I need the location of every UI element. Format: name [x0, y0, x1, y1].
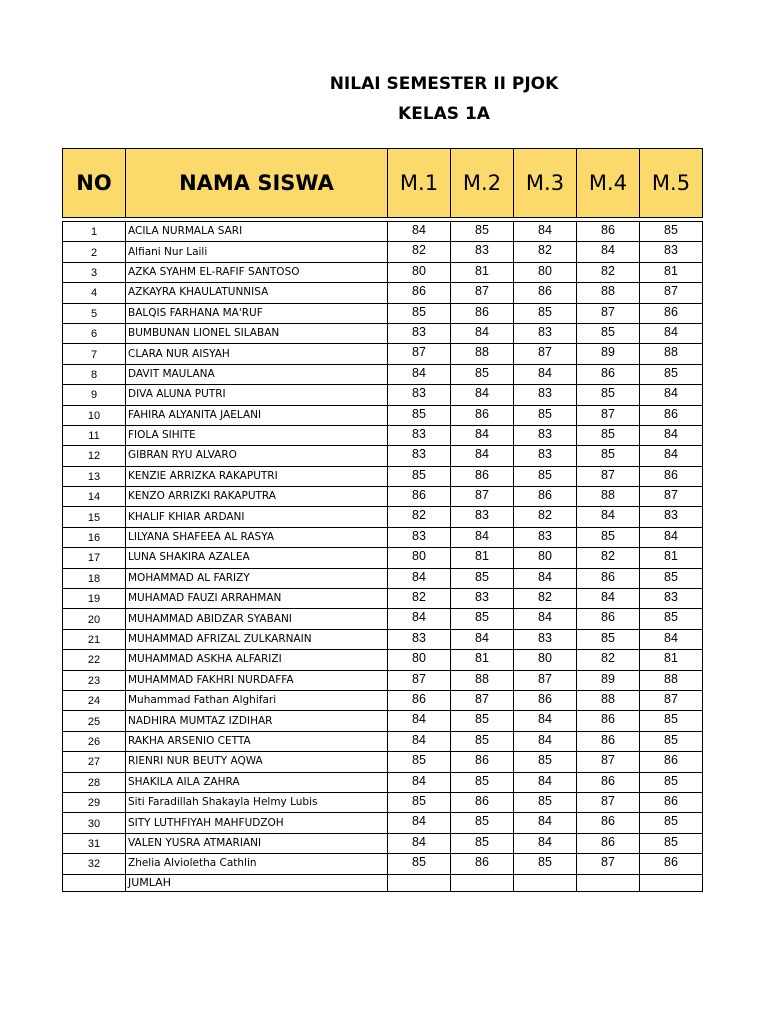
student-name: BALQIS FARHANA MA'RUF	[126, 303, 388, 323]
table-row	[63, 222, 703, 242]
score-m3: 80	[514, 262, 577, 282]
header-m1: M.1	[388, 149, 451, 218]
row-number: 20	[63, 609, 126, 629]
score-m3: 85	[514, 792, 577, 812]
table-row	[63, 425, 703, 445]
score-m3: 80	[514, 650, 577, 670]
score-m2: 85	[451, 731, 514, 751]
row-number: 31	[63, 833, 126, 853]
score-m4: 86	[577, 833, 640, 853]
score-m4: 85	[577, 425, 640, 445]
score-m3: 83	[514, 446, 577, 466]
score-m4: 86	[577, 711, 640, 731]
score-m5: 87	[640, 487, 703, 507]
score-m1: 84	[388, 711, 451, 731]
score-m3: 86	[514, 690, 577, 710]
score-m3: 84	[514, 731, 577, 751]
score-m5: 86	[640, 303, 703, 323]
student-name: LILYANA SHAFEEA AL RASYA	[126, 527, 388, 547]
row-number: 30	[63, 813, 126, 833]
student-name: KHALIF KHIAR ARDANI	[126, 507, 388, 527]
row-number: 26	[63, 731, 126, 751]
student-name: KENZIE ARRIZKA RAKAPUTRI	[126, 466, 388, 486]
score-m1: 80	[388, 548, 451, 568]
score-m3: 82	[514, 242, 577, 262]
score-m2: 88	[451, 670, 514, 690]
score-m5: 84	[640, 629, 703, 649]
score-m1: 83	[388, 385, 451, 405]
score-m1: 84	[388, 609, 451, 629]
row-number: 23	[63, 670, 126, 690]
student-name: DAVIT MAULANA	[126, 364, 388, 384]
score-m1: 87	[388, 670, 451, 690]
student-name: AZKA SYAHM EL-RAFIF SANTOSO	[126, 262, 388, 282]
score-m1: 85	[388, 303, 451, 323]
score-m4: 86	[577, 609, 640, 629]
score-m5: 83	[640, 507, 703, 527]
row-number: 2	[63, 242, 126, 262]
header-m3: M.3	[514, 149, 577, 218]
student-name: RIENRI NUR BEUTY AQWA	[126, 752, 388, 772]
total-m4	[577, 874, 640, 891]
table-row	[63, 527, 703, 547]
score-m2: 84	[451, 629, 514, 649]
score-m2: 84	[451, 385, 514, 405]
student-name: Zhelia Alvioletha Cathlin	[126, 854, 388, 874]
row-number: 10	[63, 405, 126, 425]
score-m4: 86	[577, 364, 640, 384]
score-m1: 84	[388, 833, 451, 853]
table-row	[63, 507, 703, 527]
score-m4: 85	[577, 385, 640, 405]
score-m4: 85	[577, 629, 640, 649]
score-m5: 86	[640, 792, 703, 812]
score-m4: 88	[577, 487, 640, 507]
table-row	[63, 690, 703, 710]
header-nama-siswa: NAMA SISWA	[126, 149, 388, 218]
score-m3: 83	[514, 629, 577, 649]
student-name: Muhammad Fathan Alghifari	[126, 690, 388, 710]
score-m5: 86	[640, 854, 703, 874]
table-row	[63, 323, 703, 343]
row-number: 21	[63, 629, 126, 649]
student-name: SHAKILA AILA ZAHRA	[126, 772, 388, 792]
score-m1: 82	[388, 242, 451, 262]
score-m5: 85	[640, 711, 703, 731]
student-name: MUHAMMAD FAKHRI NURDAFFA	[126, 670, 388, 690]
header-no: NO	[63, 149, 126, 218]
score-m5: 88	[640, 670, 703, 690]
student-name: VALEN YUSRA ATMARIANI	[126, 833, 388, 853]
row-number: 19	[63, 589, 126, 609]
table-row	[63, 792, 703, 812]
score-m2: 86	[451, 792, 514, 812]
row-number: 15	[63, 507, 126, 527]
score-m2: 86	[451, 854, 514, 874]
score-m2: 84	[451, 527, 514, 547]
score-m5: 85	[640, 813, 703, 833]
student-name: GIBRAN RYU ALVARO	[126, 446, 388, 466]
table-row	[63, 283, 703, 303]
score-m3: 86	[514, 283, 577, 303]
score-m1: 83	[388, 527, 451, 547]
table-row	[63, 731, 703, 751]
row-number: 16	[63, 527, 126, 547]
score-m1: 84	[388, 772, 451, 792]
score-m5: 81	[640, 548, 703, 568]
score-m5: 81	[640, 650, 703, 670]
table-row	[63, 568, 703, 588]
score-m1: 84	[388, 222, 451, 242]
total-no-cell	[63, 874, 126, 891]
score-m2: 84	[451, 446, 514, 466]
score-m2: 86	[451, 752, 514, 772]
total-m5	[640, 874, 703, 891]
table-row	[63, 446, 703, 466]
grades-body	[63, 218, 703, 892]
student-name: Siti Faradillah Shakayla Helmy Lubis	[126, 792, 388, 812]
score-m4: 87	[577, 854, 640, 874]
score-m5: 86	[640, 405, 703, 425]
student-name: MUHAMAD FAUZI ARRAHMAN	[126, 589, 388, 609]
score-m1: 83	[388, 446, 451, 466]
score-m4: 86	[577, 772, 640, 792]
score-m3: 85	[514, 405, 577, 425]
score-m4: 84	[577, 589, 640, 609]
score-m2: 84	[451, 323, 514, 343]
row-number: 9	[63, 385, 126, 405]
score-m3: 83	[514, 385, 577, 405]
score-m1: 85	[388, 405, 451, 425]
score-m4: 86	[577, 222, 640, 242]
table-row	[63, 752, 703, 772]
score-m1: 80	[388, 650, 451, 670]
score-m1: 86	[388, 690, 451, 710]
student-name: MUHAMMAD AFRIZAL ZULKARNAIN	[126, 629, 388, 649]
row-number: 5	[63, 303, 126, 323]
student-name: AZKAYRA KHAULATUNNISA	[126, 283, 388, 303]
total-row	[63, 874, 703, 891]
score-m4: 84	[577, 242, 640, 262]
score-m4: 87	[577, 303, 640, 323]
score-m5: 83	[640, 242, 703, 262]
row-number: 11	[63, 425, 126, 445]
score-m5: 81	[640, 262, 703, 282]
header-m4: M.4	[577, 149, 640, 218]
table-row	[63, 711, 703, 731]
score-m3: 83	[514, 323, 577, 343]
score-m3: 85	[514, 752, 577, 772]
score-m1: 83	[388, 629, 451, 649]
score-m4: 82	[577, 650, 640, 670]
score-m2: 83	[451, 242, 514, 262]
score-m3: 86	[514, 487, 577, 507]
score-m4: 85	[577, 323, 640, 343]
row-number: 32	[63, 854, 126, 874]
score-m4: 86	[577, 813, 640, 833]
table-row	[63, 385, 703, 405]
student-name: Alfiani Nur Laili	[126, 242, 388, 262]
table-row	[63, 670, 703, 690]
score-m1: 84	[388, 731, 451, 751]
score-m3: 85	[514, 303, 577, 323]
score-m4: 89	[577, 670, 640, 690]
table-row	[63, 813, 703, 833]
total-m3	[514, 874, 577, 891]
score-m2: 86	[451, 303, 514, 323]
score-m4: 82	[577, 548, 640, 568]
score-m1: 87	[388, 344, 451, 364]
table-row	[63, 364, 703, 384]
score-m4: 87	[577, 405, 640, 425]
score-m3: 83	[514, 527, 577, 547]
student-name: BUMBUNAN LIONEL SILABAN	[126, 323, 388, 343]
table-row	[63, 262, 703, 282]
score-m1: 85	[388, 752, 451, 772]
row-number: 18	[63, 568, 126, 588]
score-m3: 84	[514, 772, 577, 792]
table-row	[63, 629, 703, 649]
score-m4: 84	[577, 507, 640, 527]
row-number: 14	[63, 487, 126, 507]
student-name: CLARA NUR AISYAH	[126, 344, 388, 364]
score-m5: 86	[640, 752, 703, 772]
score-m3: 82	[514, 507, 577, 527]
score-m4: 87	[577, 752, 640, 772]
total-label: JUMLAH	[126, 874, 388, 891]
score-m5: 85	[640, 609, 703, 629]
table-row	[63, 650, 703, 670]
score-m2: 84	[451, 425, 514, 445]
score-m4: 85	[577, 446, 640, 466]
score-m2: 85	[451, 222, 514, 242]
row-number: 24	[63, 690, 126, 710]
row-number: 28	[63, 772, 126, 792]
score-m3: 84	[514, 364, 577, 384]
row-number: 17	[63, 548, 126, 568]
table-row	[63, 303, 703, 323]
student-name: MOHAMMAD AL FARIZY	[126, 568, 388, 588]
score-m1: 83	[388, 425, 451, 445]
table-row	[63, 466, 703, 486]
score-m4: 85	[577, 527, 640, 547]
score-m2: 83	[451, 589, 514, 609]
score-m1: 85	[388, 466, 451, 486]
student-name: FIOLA SIHITE	[126, 425, 388, 445]
score-m4: 88	[577, 690, 640, 710]
row-number: 1	[63, 222, 126, 242]
title-line-1: NILAI SEMESTER II PJOK	[329, 74, 559, 94]
row-number: 8	[63, 364, 126, 384]
score-m5: 85	[640, 731, 703, 751]
table-row	[63, 487, 703, 507]
score-m4: 87	[577, 792, 640, 812]
score-m2: 81	[451, 650, 514, 670]
score-m5: 84	[640, 425, 703, 445]
score-m1: 84	[388, 813, 451, 833]
table-row	[63, 609, 703, 629]
grades-table	[62, 148, 703, 892]
score-m2: 81	[451, 262, 514, 282]
row-number: 29	[63, 792, 126, 812]
score-m1: 86	[388, 487, 451, 507]
score-m2: 85	[451, 772, 514, 792]
table-row	[63, 772, 703, 792]
score-m3: 85	[514, 854, 577, 874]
table-row	[63, 242, 703, 262]
score-m1: 86	[388, 283, 451, 303]
student-name: DIVA ALUNA PUTRI	[126, 385, 388, 405]
row-number: 13	[63, 466, 126, 486]
table-row	[63, 589, 703, 609]
score-m2: 86	[451, 405, 514, 425]
header-m5: M.5	[640, 149, 703, 218]
row-number: 25	[63, 711, 126, 731]
score-m2: 83	[451, 507, 514, 527]
score-m4: 86	[577, 568, 640, 588]
table-row	[63, 548, 703, 568]
score-m1: 83	[388, 323, 451, 343]
score-m2: 85	[451, 609, 514, 629]
score-m3: 84	[514, 711, 577, 731]
score-m1: 82	[388, 507, 451, 527]
score-m4: 89	[577, 344, 640, 364]
total-m1	[388, 874, 451, 891]
score-m5: 84	[640, 323, 703, 343]
score-m5: 85	[640, 833, 703, 853]
score-m3: 85	[514, 466, 577, 486]
score-m4: 86	[577, 731, 640, 751]
score-m1: 85	[388, 792, 451, 812]
score-m1: 84	[388, 568, 451, 588]
score-m2: 85	[451, 568, 514, 588]
score-m3: 84	[514, 568, 577, 588]
score-m2: 86	[451, 466, 514, 486]
score-m3: 80	[514, 548, 577, 568]
score-m5: 86	[640, 466, 703, 486]
score-m5: 84	[640, 527, 703, 547]
table-row	[63, 833, 703, 853]
row-number: 27	[63, 752, 126, 772]
score-m3: 84	[514, 833, 577, 853]
score-m5: 85	[640, 364, 703, 384]
score-m2: 88	[451, 344, 514, 364]
row-number: 7	[63, 344, 126, 364]
score-m2: 85	[451, 833, 514, 853]
title-line-2: KELAS 1A	[398, 104, 490, 124]
table-row	[63, 405, 703, 425]
score-m3: 87	[514, 670, 577, 690]
score-m1: 85	[388, 854, 451, 874]
score-m2: 81	[451, 548, 514, 568]
score-m3: 83	[514, 425, 577, 445]
header-m2: M.2	[451, 149, 514, 218]
student-name: KENZO ARRIZKI RAKAPUTRA	[126, 487, 388, 507]
score-m4: 88	[577, 283, 640, 303]
score-m5: 84	[640, 446, 703, 466]
score-m5: 83	[640, 589, 703, 609]
table-row	[63, 854, 703, 874]
student-name: MUHAMMAD ASKHA ALFARIZI	[126, 650, 388, 670]
score-m2: 85	[451, 364, 514, 384]
score-m5: 85	[640, 772, 703, 792]
student-name: RAKHA ARSENIO CETTA	[126, 731, 388, 751]
score-m3: 87	[514, 344, 577, 364]
score-m3: 82	[514, 589, 577, 609]
student-name: LUNA SHAKIRA AZALEA	[126, 548, 388, 568]
student-name: FAHIRA ALYANITA JAELANI	[126, 405, 388, 425]
table-row	[63, 344, 703, 364]
score-m3: 84	[514, 222, 577, 242]
row-number: 3	[63, 262, 126, 282]
score-m5: 85	[640, 568, 703, 588]
score-m4: 87	[577, 466, 640, 486]
score-m2: 87	[451, 283, 514, 303]
row-number: 6	[63, 323, 126, 343]
student-name: ACILA NURMALA SARI	[126, 222, 388, 242]
student-name: MUHAMMAD ABIDZAR SYABANI	[126, 609, 388, 629]
header-row	[63, 149, 703, 218]
row-number: 22	[63, 650, 126, 670]
score-m1: 84	[388, 364, 451, 384]
row-number: 12	[63, 446, 126, 466]
student-name: SITY LUTHFIYAH MAHFUDZOH	[126, 813, 388, 833]
score-m2: 87	[451, 487, 514, 507]
row-number: 4	[63, 283, 126, 303]
score-m4: 82	[577, 262, 640, 282]
score-m5: 87	[640, 283, 703, 303]
score-m3: 84	[514, 609, 577, 629]
score-m2: 85	[451, 813, 514, 833]
score-m5: 85	[640, 222, 703, 242]
score-m5: 88	[640, 344, 703, 364]
student-name: NADHIRA MUMTAZ IZDIHAR	[126, 711, 388, 731]
score-m2: 87	[451, 690, 514, 710]
total-m2	[451, 874, 514, 891]
score-m1: 82	[388, 589, 451, 609]
score-m5: 87	[640, 690, 703, 710]
score-m5: 84	[640, 385, 703, 405]
score-m2: 85	[451, 711, 514, 731]
score-m3: 84	[514, 813, 577, 833]
score-m1: 80	[388, 262, 451, 282]
